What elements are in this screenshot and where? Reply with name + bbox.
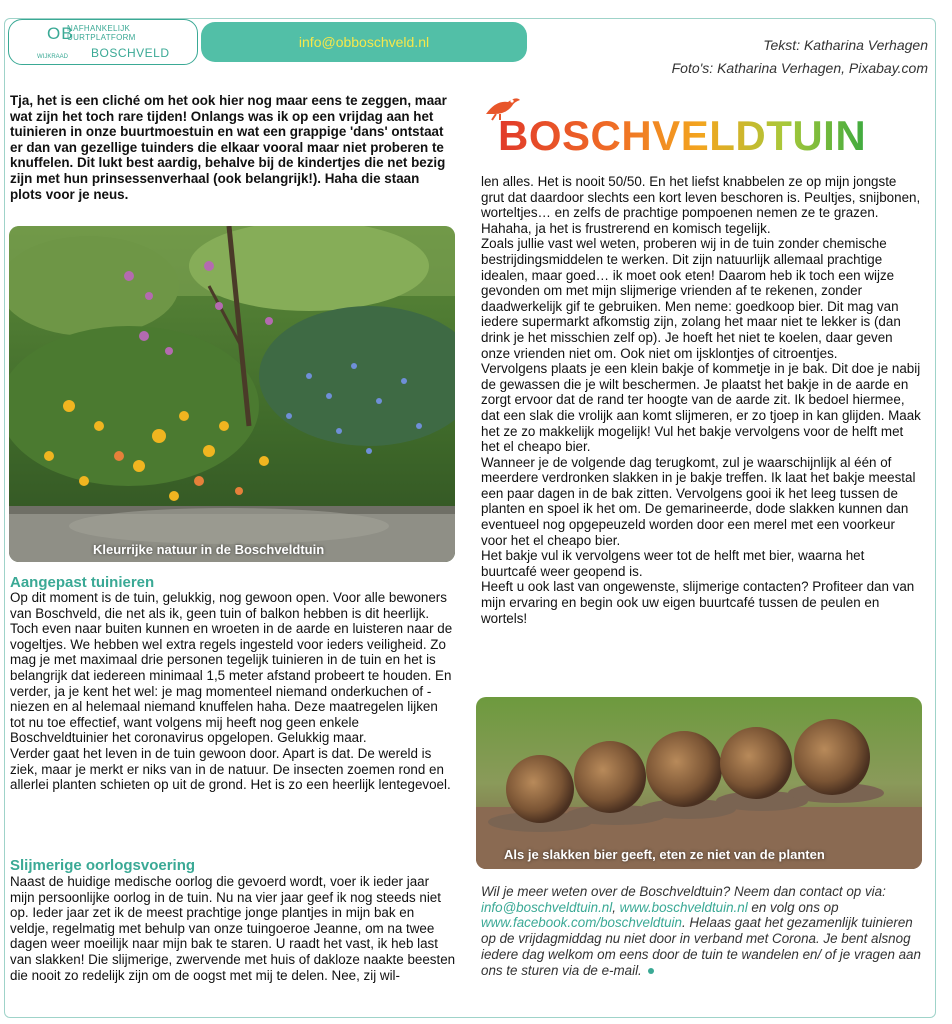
section1-p2: Verder gaat het leven in de tuin gewoon door. Apart is dat. De wereld is ziek, maar je merkt er niks van in de natuur. De insecten zoemen rond en allerlei planten schieten op uit de grond. Het is zo een heerlijk lentegevoel. (10, 745, 451, 793)
logo-line2: UURTPLATFORM (67, 33, 136, 42)
outro-email-link[interactable]: info@boschveldtuin.nl (481, 899, 613, 915)
right-p3: Vervolgens plaats je een klein bakje of kommetje in je bak. Dit doe je nabij de gewassen die je wilt beschermen. Je plaatst het bakje in de aarde en zorgt ervoor dat de rand ter hoogte van de aarde zit. Ik bedoel hiermee, dat een slak die vrolijk aan komt slijmeren, er zo tjoep in kan glijden. Maak het ze zo makkelijk mogelijk! Vul het bakje vervolgens voor de helft met het el cheapo bier. (481, 361, 921, 455)
outro-facebook-link[interactable]: www.facebook.com/boschveldtuin (481, 915, 682, 931)
credit-photo: Foto's: Katharina Verhagen, Pixabay.com (671, 60, 928, 76)
outro-text-c: . Helaas gaat het gezamenlijk tuinieren op de vrijdagmiddag nu niet door in verband met Corona. Je bent alsnog iedere dag welkom om eens door de tuin te wandelen en/ of je vragen aan ons te sturen via de e-mail. (481, 915, 921, 978)
section2-p1: Naast de huidige medische oorlog die gevoerd wordt, voer ik ieder jaar mijn persoonlijke oorlog in de tuin. Nu na vier jaar geef ik nog steeds niet op. Ieder jaar zet ik de meest prachtige jonge plantjes in mijn bak en veldje, regelmatig met behulp van onze tuingoeroe Jeanne, om na twee dagen weer moeilijk naar mijn bak te staren. U raadt het vast, ik heb last van slakken! Die slijmerige, zwervende met huis of dakloze naakte beesten die nooit zo redelijk zijn om de oogst met mij te delen. Nee, zij wil- (10, 874, 456, 983)
heading-slijmerige-oorlogsvoering: Slijmerige oorlogsvoering (10, 857, 196, 874)
brand-title: BOSCHVELDTUIN (498, 112, 867, 159)
intro-paragraph: Tja, het is een cliché om het ook hier nog maar eens te zeggen, maar wat zijn het toch rare tijden! Onlangs was ik op een vrijdag aan het tuinieren in onze buurtmoestuin en wat een grappige 'dans' ontstaat er dan van gezellige tuinders die elkaar vooral maar niet proberen te knuffelen. Dit lukt best aardig, behalve bij de kindertjes die net bezig zijn met hun prinsessenverhaal (ook belangrijk!). Haha die staan plots voor je neus. (10, 93, 447, 202)
snails-photo (476, 697, 922, 869)
section1-p1: Op dit moment is de tuin, gelukkig, nog gewoon open. Voor alle bewoners van Boschveld, die net als ik, geen tuin of balkon hebben is dit heerlijk. Toch even naar buiten kunnen en wroeten in de aarde en luisteren naar de vogeltjes. We hebben wel extra regels ingesteld voor ieders veiligheid. Zo mag je met maximaal drie personen tegelijk tuinieren in de tuin en het is belangrijk dat iedereen minimaal 1,5 meter afstand probeert te houden. En verder, ja je kent het wel: je mag momenteel niemand onderkuchen of -niezen en al helemaal niemand knuffelen haha. Deze maatregelen lijken tot nu toe effectief, want volgens mij heeft nog geen enkele Boschveldtuinier het coronavirus opgelopen. Gelukkig maar. (10, 590, 453, 746)
outro-sep: , (612, 899, 620, 915)
flower-garden-illustration (9, 226, 455, 562)
logo-sub: WIJKRAAD (37, 54, 69, 60)
end-dot-icon (648, 968, 654, 974)
snails-illustration (476, 697, 922, 869)
photo1-caption: Kleurrijke natuur in de Boschveldtuin (93, 542, 325, 557)
credit-text: Tekst: Katharina Verhagen (763, 37, 928, 53)
photo2-caption: Als je slakken bier geeft, eten ze niet van de planten (504, 847, 825, 862)
right-p2: Zoals jullie vast wel weten, proberen wij in de tuin zonder chemische bestrijdingsmiddelen te werken. Dit zijn natuurlijk allemaal prachtige idealen, maar goed… ik moet ook eten! Daarom heb ik toch een wijze gevonden om met mijn slijmerige vrienden af te rekenen, zonder daadwerkelijk gif te gebruiken. Men neme: goedkoop bier. Dit mag van iedere supermarkt afkomstig zijn, zolang het maar niet te lekker is (dan drink je het misschien zelf op). Je hoeft het niet te koelen, daar geven onze vrienden niet om. Ook niet om ijsklontjes of citroentjes. (481, 236, 901, 361)
outro-text-a: Wil je meer weten over de Boschveldtuin? Neem dan contact op via: (481, 884, 886, 899)
ob-boschveld-logo (8, 19, 198, 65)
logo-line1: NAFHANKELIJK (67, 24, 131, 33)
boschveldtuin-title (480, 86, 920, 168)
section2-body (10, 874, 456, 983)
outro-site-link[interactable]: www.boschveldtuin.nl (619, 899, 748, 915)
right-p6: Heeft u ook last van ongewenste, slijmerige contacten? Profiteer dan van mijn ervaring en begin ook uw eigen buurtcafé tussen de peulen en wortels! (481, 579, 915, 626)
outro-text-b: en volg ons op (747, 899, 839, 915)
outro-paragraph (481, 884, 921, 978)
logo-ob-letters: OB (47, 24, 74, 43)
heading-aangepast-tuinieren: Aangepast tuinieren (10, 574, 155, 591)
right-p1: len alles. Het is nooit 50/50. En het liefst knabbelen ze op mijn jongste grut dat daardoor slechts een kort leven beschoren is. Peultjes, snijbonen, worteltjes… en zelfs de prachtige pompoenen nemen ze te grazen. Hahaha, ja het is frustrerend en komisch tegelijk. (481, 174, 921, 236)
right-p5: Het bakje vul ik vervolgens weer tot de helft met bier, waarna het buurtcafé weer geopend is. (481, 548, 865, 579)
right-p4: Wanneer je de volgende dag terugkomt, zul je waarschijnlijk al één of meerdere verdronken slakken in je bakje treffen. Ik laat het bakje meestal een paar dagen in de bak zitten. Vervolgens gooi ik het leeg tussen de planten en spoel ik het om. De gemarineerde, dode slakken kunnen dan eventueel nog opgepeuzeld worden door een merel met een voorkeur voor het el cheapo bier. (481, 454, 916, 548)
logo-name: BOSCHVELD (91, 46, 170, 60)
section1-body (10, 590, 456, 793)
right-column-body (481, 174, 921, 626)
flower-garden-photo (9, 226, 455, 562)
credits (672, 34, 928, 80)
header-email[interactable]: info@obboschveld.nl (201, 22, 527, 62)
